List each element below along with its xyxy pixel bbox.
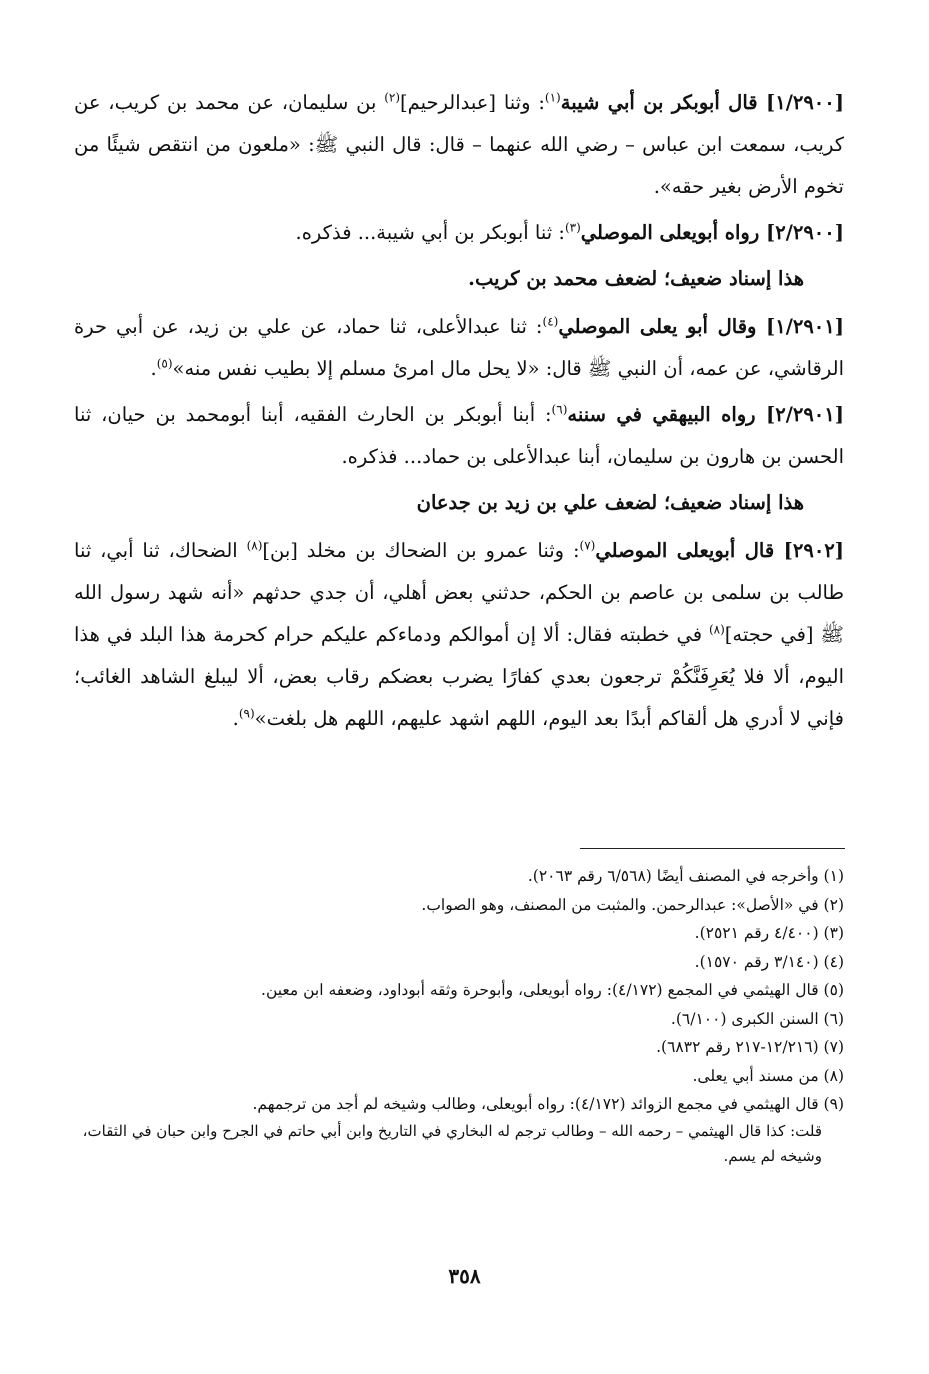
hadith-text: : أبنا أبوبكر بن الحارث الفقيه، أبنا أبومحمد بن حيان، ثنا الحسن بن هارون بن سليمان، أبنا عبدالأعلى بن حماد... فذكره. (74, 403, 844, 468)
footnote-9: (٩) قال الهيثمي في مجمع الزوائد (٤/١٧٢): رواه أبويعلى، وطالب وشيخه لم أجد من ترجمهم. (252, 1095, 844, 1113)
hadith-2900-2 (74, 212, 844, 254)
footnote-separator (580, 848, 845, 849)
hadith-text: بن سليمان، عن محمد بن كريب، عن كريب، سمعت ابن عباس – رضي الله عنهما – قال: قال النبي ﷺ: «ملعون من انتقص شيئًا من تخوم الأرض بغير حقه». (74, 91, 844, 198)
hadith-heading: [٢/٢٩٠٠] رواه أبويعلى الموصلي (580, 221, 844, 244)
footnote-ref: (٨) (708, 622, 725, 637)
hadith-text: . (150, 357, 157, 380)
verdict-2901: هذا إسناد ضعيف؛ لضعف علي بن زيد بن جدعان (416, 491, 804, 514)
footnote-1: (١) وأخرجه في المصنف أيضًا (٦/٥٦٨ رقم ٢٠٦٣). (527, 867, 844, 885)
hadith-heading: [٢/٢٩٠١] رواه البيهقي في سننه (567, 403, 844, 426)
verdict-2900: هذا إسناد ضعيف؛ لضعف محمد بن كريب. (468, 267, 804, 290)
main-text (74, 82, 844, 744)
hadith-heading: [١/٢٩٠٠] قال أبوبكر بن أبي شيبة (560, 91, 844, 114)
footnote-ref: (٨) (246, 538, 263, 553)
hadith-text: : وثنا [عبدالرحيم] (400, 91, 545, 114)
footnote-5: (٥) قال الهيثمي في المجمع (٤/١٧٢): رواه أبويعلى، وأبوحرة وثقه أبوداود، وضعفه ابن معين. (261, 981, 844, 999)
hadith-2902 (74, 530, 844, 740)
hadith-text: في خطبته فقال: ألا إن أموالكم ودماءكم عليكم حرام كحرمة هذا البلد في هذا اليوم، ألا فلا يُعَرِفَنَّكُمْ ترجعون بعدي كفارًا يضرب بعضكم رقاب بعض، ألا ليبلغ الشاهد الغائب؛ فإني لا أدري هل ألقاكم أبدًا بعد اليوم، اللهم اشهد عليهم، اللهم هل بلغت» (74, 623, 844, 730)
hadith-2900-1 (74, 82, 844, 208)
footnote-ref: (٦) (551, 402, 568, 417)
footnote-ref: (٧) (579, 538, 596, 553)
hadith-text: الضحاك، ثنا أبي، ثنا طالب بن سلمى بن عاصم بن الحكم، حدثني بعض أهلي، أن جدي حدثهم «أنه شهد رسول الله ﷺ [في حجته] (74, 539, 844, 646)
footnote-ref: (١) (544, 90, 561, 105)
hadith-text: : وثنا عمرو بن الضحاك بن مخلد [بن] (262, 539, 580, 562)
hadith-heading: [١/٢٩٠١] وقال أبو يعلى الموصلي (558, 315, 844, 338)
footnote-ref: (٣) (564, 220, 581, 235)
footnote-ref: (٥) (156, 356, 173, 371)
footnote-7: (٧) (١٢/٢١٦-٢١٧ رقم ٦٨٣٢). (656, 1038, 844, 1056)
footnote-ref: (٤) (542, 314, 559, 329)
page-number: ٣٥٨ (448, 1264, 481, 1288)
footnote-4: (٤) (٣/١٤٠ رقم ١٥٧٠). (694, 952, 844, 971)
hadith-text: : ثنا أبوبكر بن أبي شيبة... فذكره. (295, 221, 565, 244)
hadith-text: . (232, 707, 239, 730)
footnote-9-continuation: قلت: كذا قال الهيثمي – رحمه الله – وطالب ترجم له البخاري في التاريخ وابن أبي حاتم في الجرح وابن حبان في الثقات، وشيخه لم يسم. (82, 1121, 822, 1165)
footnote-6: (٦) السنن الكبرى (٦/١٠٠). (670, 1009, 844, 1028)
hadith-2901-1 (74, 306, 844, 390)
hadith-heading: [٢٩٠٢] قال أبويعلى الموصلي (595, 539, 845, 562)
hadith-2901-2 (74, 394, 844, 478)
footnote-ref: (٩) (238, 706, 255, 721)
footnote-ref: (٢) (384, 90, 401, 105)
footnotes (74, 862, 844, 1169)
footnote-3: (٣) (٤/٤٠٠ رقم ٢٥٢١). (694, 924, 844, 942)
footnote-8: (٨) من مسند أبي يعلى. (692, 1066, 844, 1085)
footnote-2: (٢) في «الأصل»: عبدالرحمن. والمثبت من المصنف، وهو الصواب. (421, 895, 844, 914)
hadith-text: : ثنا عبدالأعلى، ثنا حماد، عن علي بن زيد، عن أبي حرة الرقاشي، عن عمه، أن النبي ﷺ قال: «لا يحل مال امرئ مسلم إلا بطيب نفس منه» (74, 315, 844, 380)
